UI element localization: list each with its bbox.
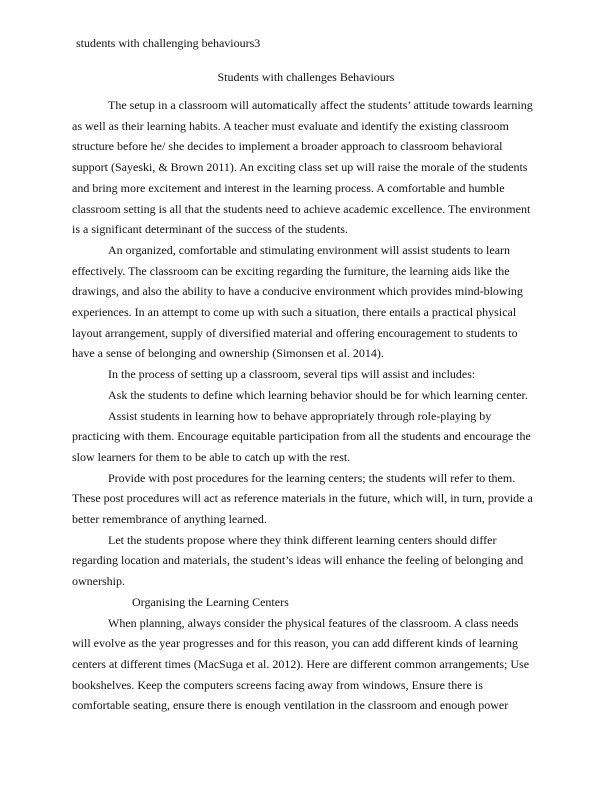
page-title: Students with challenges Behaviours (217, 70, 395, 84)
body-paragraph: Assist students in learning how to behave appropriately through role-playing by practicing with them. Encourage equitable participation from all the students and encourage the slow learners for them to be able to catch up with the rest. (72, 408, 531, 464)
body-paragraph: Provide with post procedures for the learning centers; the students will refer to them. These post procedures will act as reference materials in the future, which will, in turn, provide a better remembrance of anything learned. (72, 470, 533, 527)
section-subheading: Organising the Learning Centers (132, 594, 289, 609)
body-paragraph: Let the students propose where they think different learning centers should differ regarding location and materials, the student’s ideas will enhance the feeling of belonging and ownership. (72, 532, 524, 589)
body-paragraph: In the process of setting up a classroom, several tips will assist and includes: (108, 367, 476, 382)
body-paragraph: The setup in a classroom will automatically affect the students’ attitude towards learning as well as their learning habits. A teacher must evaluate and identify the existing classroom structure before he/ she decides to implement a broader approach to classroom behavioral support (Sayeski, & Brown 2011). An exciting class set up will raise the morale of the students and bring more excitement and interest in the learning process. A comfortable and humble classroom setting is all that the students need to achieve academic excellence. The environment is a significant determinant of the success of the students. (72, 98, 533, 237)
body-paragraph: When planning, always consider the physical features of the classroom. A class needs will evolve as the year progresses and for this reason, you can add different kinds of learning centers at different times (MacSuga et al. 2012). Here are different common arrangements; Use bookshelves. Keep the computers screens facing away from windows, Ensure there is comfortable seating, ensure there is enough ventilation in the classroom and enough power (72, 615, 530, 713)
body-paragraph: An organized, comfortable and stimulating environment will assist students to learn effectively. The classroom can be exciting regarding the furniture, the learning aids like the drawings, and also the ability to have a conducive environment which provides mind-blowing experiences. In an attempt to come up with such a situation, there entails a practical physical layout arrangement, supply of diversified material and offering encouragement to students to have a sense of belonging and ownership (Simonsen et al. 2014). (72, 242, 523, 361)
running-head: students with challenging behaviours3 (76, 36, 261, 50)
body-paragraph: Ask the students to define which learning behavior should be for which learning center. (108, 387, 528, 402)
document-body (72, 95, 536, 716)
